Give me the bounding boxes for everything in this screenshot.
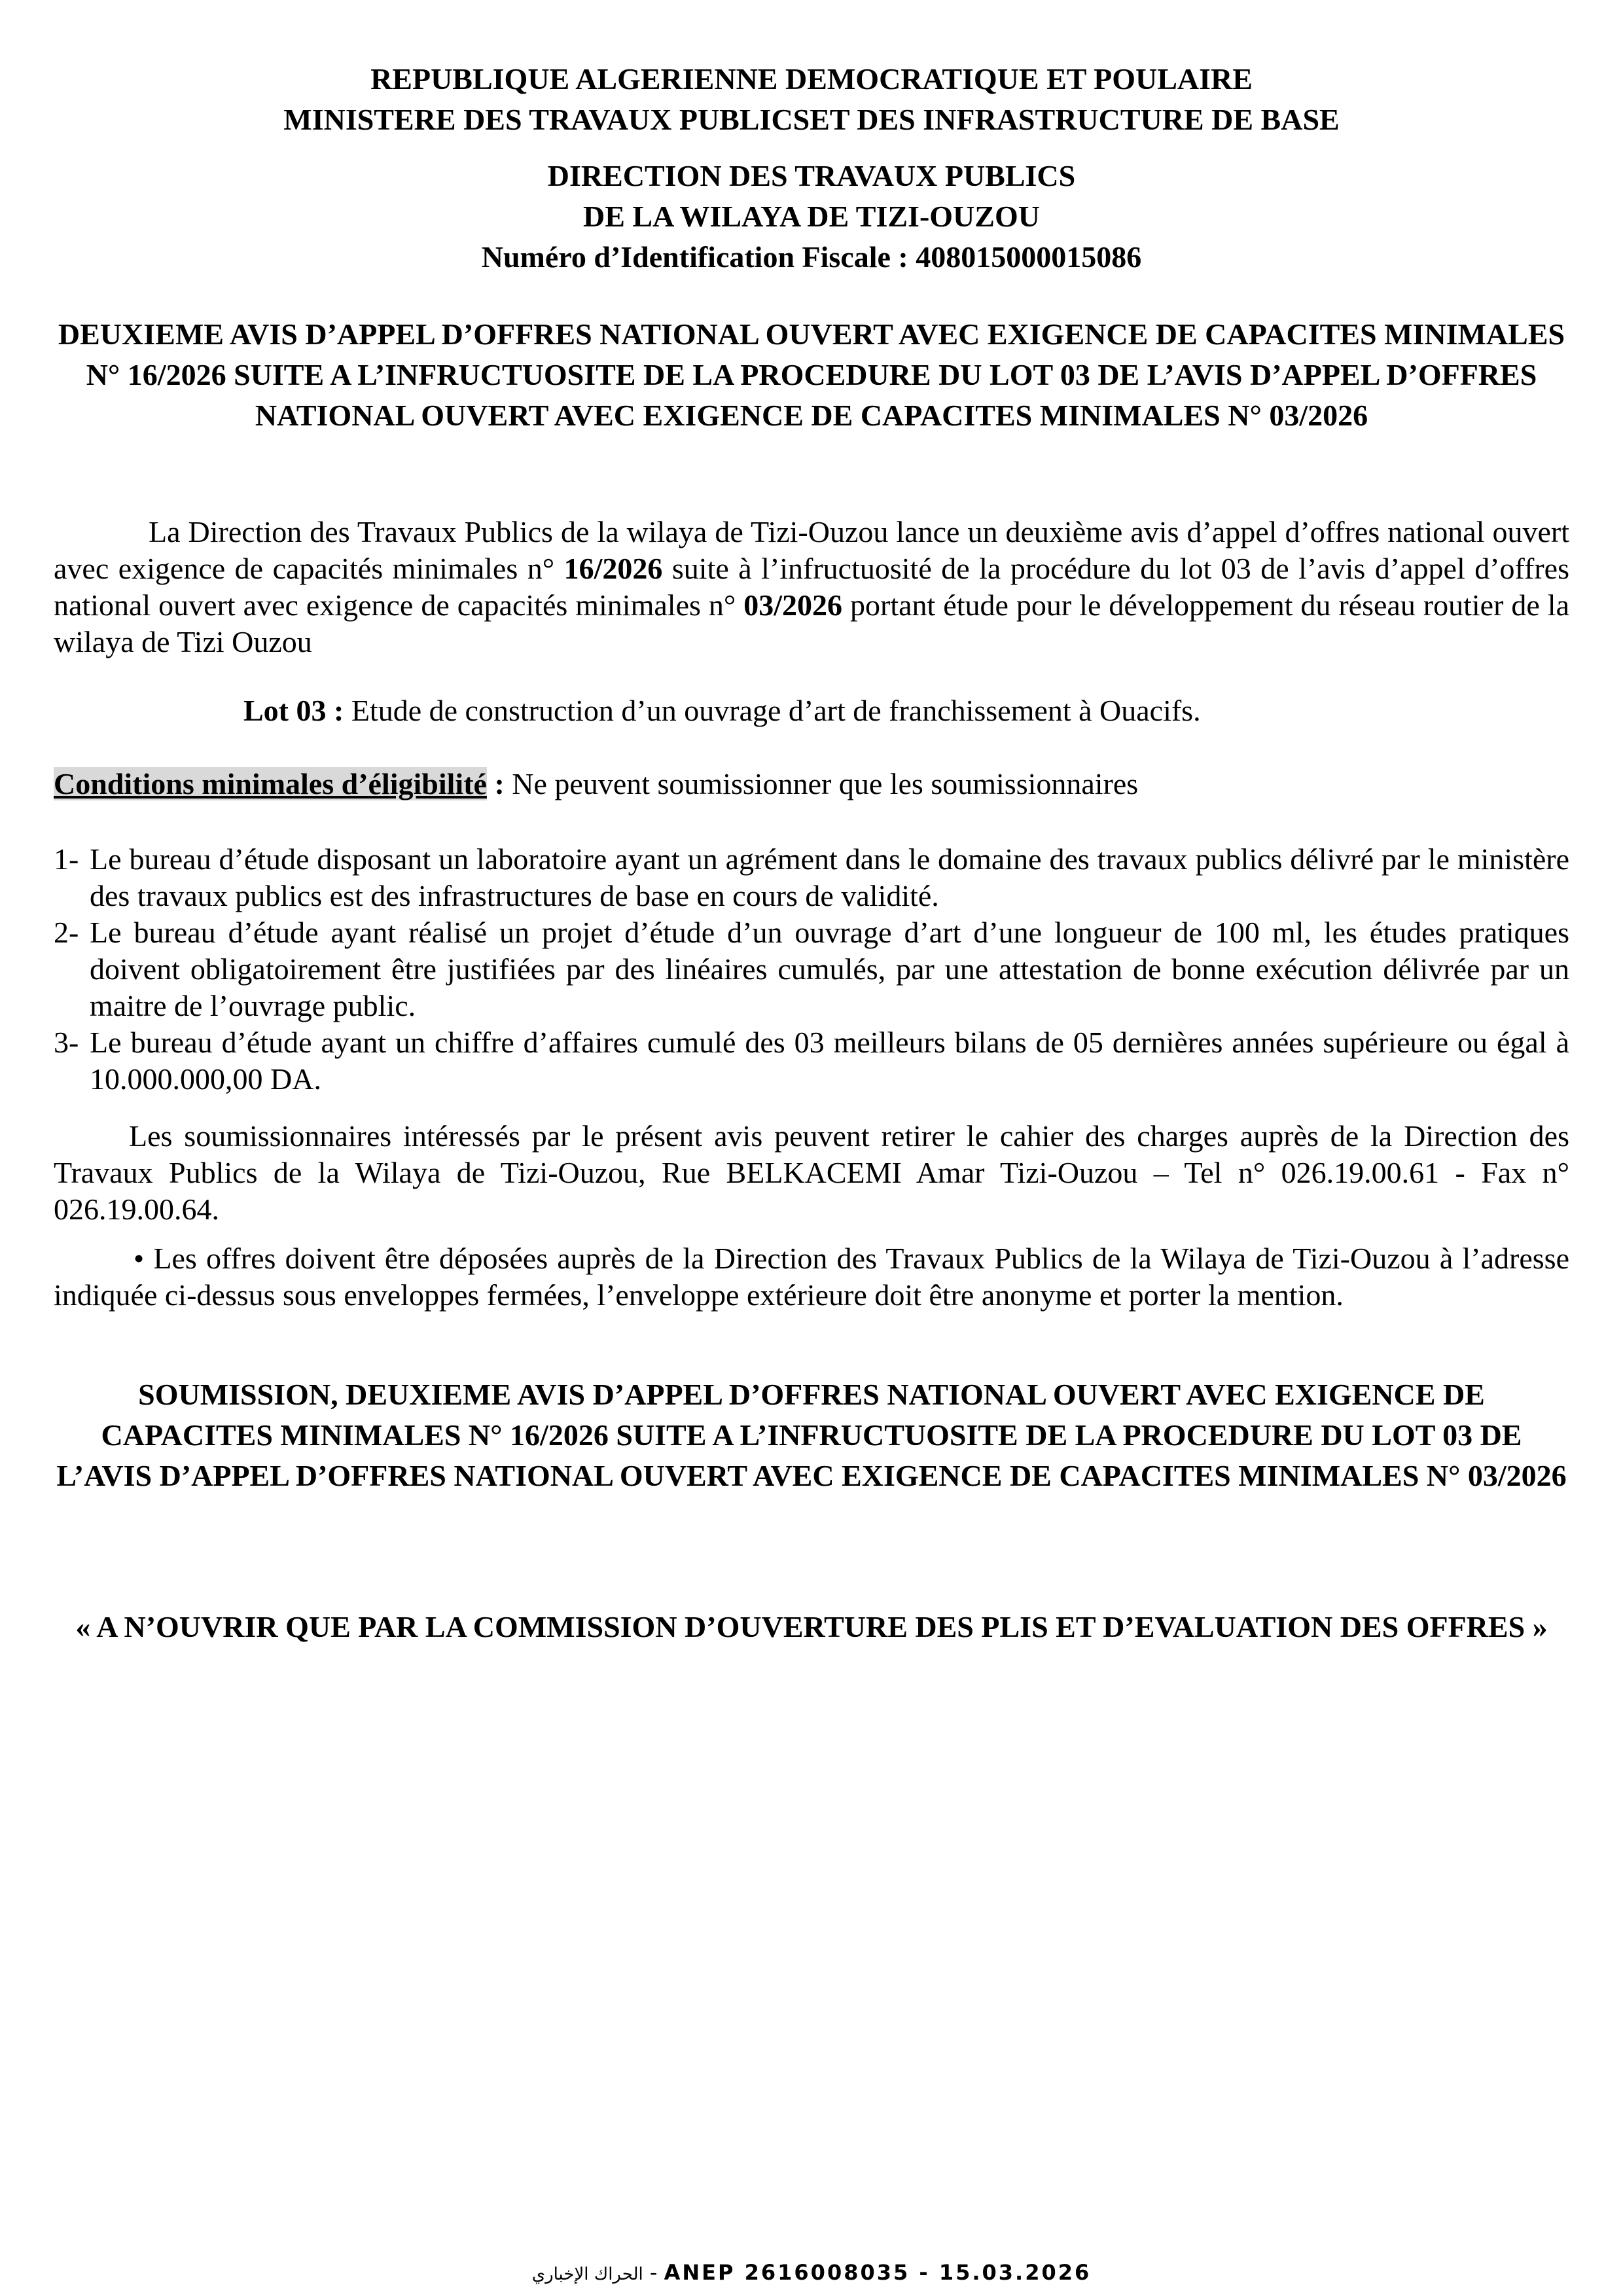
header-republique: REPUBLIQUE ALGERIENNE DEMOCRATIQUE ET POULAIRE [370, 62, 1253, 96]
conditions-colon: : [486, 767, 505, 800]
retrait-paragraph: Les soumissionnaires intéressés par le présent avis peuvent retirer le cahier des charges auprès de la Direction des Travaux Publics de la Wilaya de Tizi-Ouzou, Rue BELKACEMI Amar Tizi-Ouzou – Tel n° 026.19.00.61 - Fax n° 026.19.00.64. [54, 1119, 1569, 1226]
criteria-number: 2- [54, 916, 79, 949]
footer-reference [0, 2259, 1623, 2287]
header-nif: Numéro d’Identification Fiscale : 408015000015086 [481, 240, 1142, 274]
criteria-list [54, 841, 1569, 1098]
criteria-number: 3- [54, 1026, 79, 1059]
intro-text-1: La Direction des Travaux Publics de la wilaya de Tizi-Ouzou lance un deuxième avis d’appel d’offres national ouvert avec exigence de capacités minimales n° [54, 515, 1569, 585]
intro-text-3: portant étude pour le développement du réseau routier de la wilaya de Tizi Ouzou [54, 588, 1569, 658]
criteria-text: Le bureau d’étude ayant réalisé un projet d’étude d’un ouvrage d’art d’une longueur de 100 ml, les études pratiques doivent obligatoirement être justifiées par des linéaires cumulés, par une attestation de bonne exécution délivrée par un maitre de l’ouvrage public. [90, 916, 1569, 1022]
lot-label: Lot 03 : [243, 694, 344, 727]
footer-anep-ref: ANEP 2616008035 - 15.03.2026 [664, 2260, 1092, 2285]
notice-title: DEUXIEME AVIS D’APPEL D’OFFRES NATIONAL OUVERT AVEC EXIGENCE DE CAPACITES MINIMALES N° 16/2026 SUITE A L’INFRUCTUOSITE DE LA PROCEDURE DU LOT 03 DE L’AVIS D’APPEL D’OFFRES NATIONAL OUVERT AVEC EXIGENCE DE CAPACITES MINIMALES N° 03/2026 [58, 317, 1565, 432]
criteria-number: 1- [54, 842, 79, 876]
conditions-label: Conditions minimales d’éligibilité [54, 767, 487, 800]
depot-paragraph: • Les offres doivent être déposées auprès de la Direction des Travaux Publics de la Wilaya de Tizi-Ouzou à l’adresse indiquée ci-dessus sous enveloppes fermées, l’enveloppe extérieure doit être anonyme et porter la mention. [54, 1242, 1569, 1312]
intro-text-2: suite à l’infructuosité de la procédure du lot 03 de l’avis d’appel d’offres national ouvert avec exigence de capacités minimales n° [54, 552, 1569, 622]
conditions-text: Ne peuvent soumissionner que les soumissionnaires [504, 767, 1139, 800]
lot-line [243, 692, 1201, 729]
mention-text: « A N’OUVRIR QUE PAR LA COMMISSION D’OUVERTURE DES PLIS ET D’EVALUATION DES OFFRES » [75, 1610, 1548, 1643]
criteria-item [54, 841, 1569, 914]
lot-description: Etude de construction d’un ouvrage d’art de franchissement à Ouacifs. [344, 694, 1201, 727]
criteria-text: Le bureau d’étude disposant un laboratoire ayant un agrément dans le domaine des travaux publics délivré par le ministère des travaux publics est des infrastructures de base en cours de validité. [90, 842, 1569, 912]
intro-paragraph [54, 514, 1569, 660]
footer-newspaper: الحراك الإخباري [531, 2265, 643, 2284]
criteria-item [54, 1024, 1569, 1098]
conditions-line [54, 766, 1138, 802]
intro-number-2: 03/2026 [743, 588, 843, 622]
soumission-title: SOUMISSION, DEUXIEME AVIS D’APPEL D’OFFRES NATIONAL OUVERT AVEC EXIGENCE DE CAPACITES MINIMALES N° 16/2026 SUITE A L’INFRUCTUOSITE DE LA PROCEDURE DU LOT 03 DE L’AVIS D’APPEL D’OFFRES NATIONAL OUVERT AVEC EXIGENCE DE CAPACITES MINIMALES N° 03/2026 [56, 1378, 1567, 1492]
intro-number-1: 16/2026 [563, 552, 663, 585]
header-ministere: MINISTERE DES TRAVAUX PUBLICSET DES INFRASTRUCTURE DE BASE [283, 103, 1340, 136]
criteria-text: Le bureau d’étude ayant un chiffre d’affaires cumulé des 03 meilleurs bilans de 05 dernières années supérieure ou égal à 10.000.000,00 DA. [90, 1026, 1569, 1096]
header-direction: DIRECTION DES TRAVAUX PUBLICS [547, 159, 1076, 192]
footer-separator: - [643, 2260, 664, 2285]
criteria-item [54, 914, 1569, 1024]
header-wilaya: DE LA WILAYA DE TIZI-OUZOU [583, 200, 1040, 233]
